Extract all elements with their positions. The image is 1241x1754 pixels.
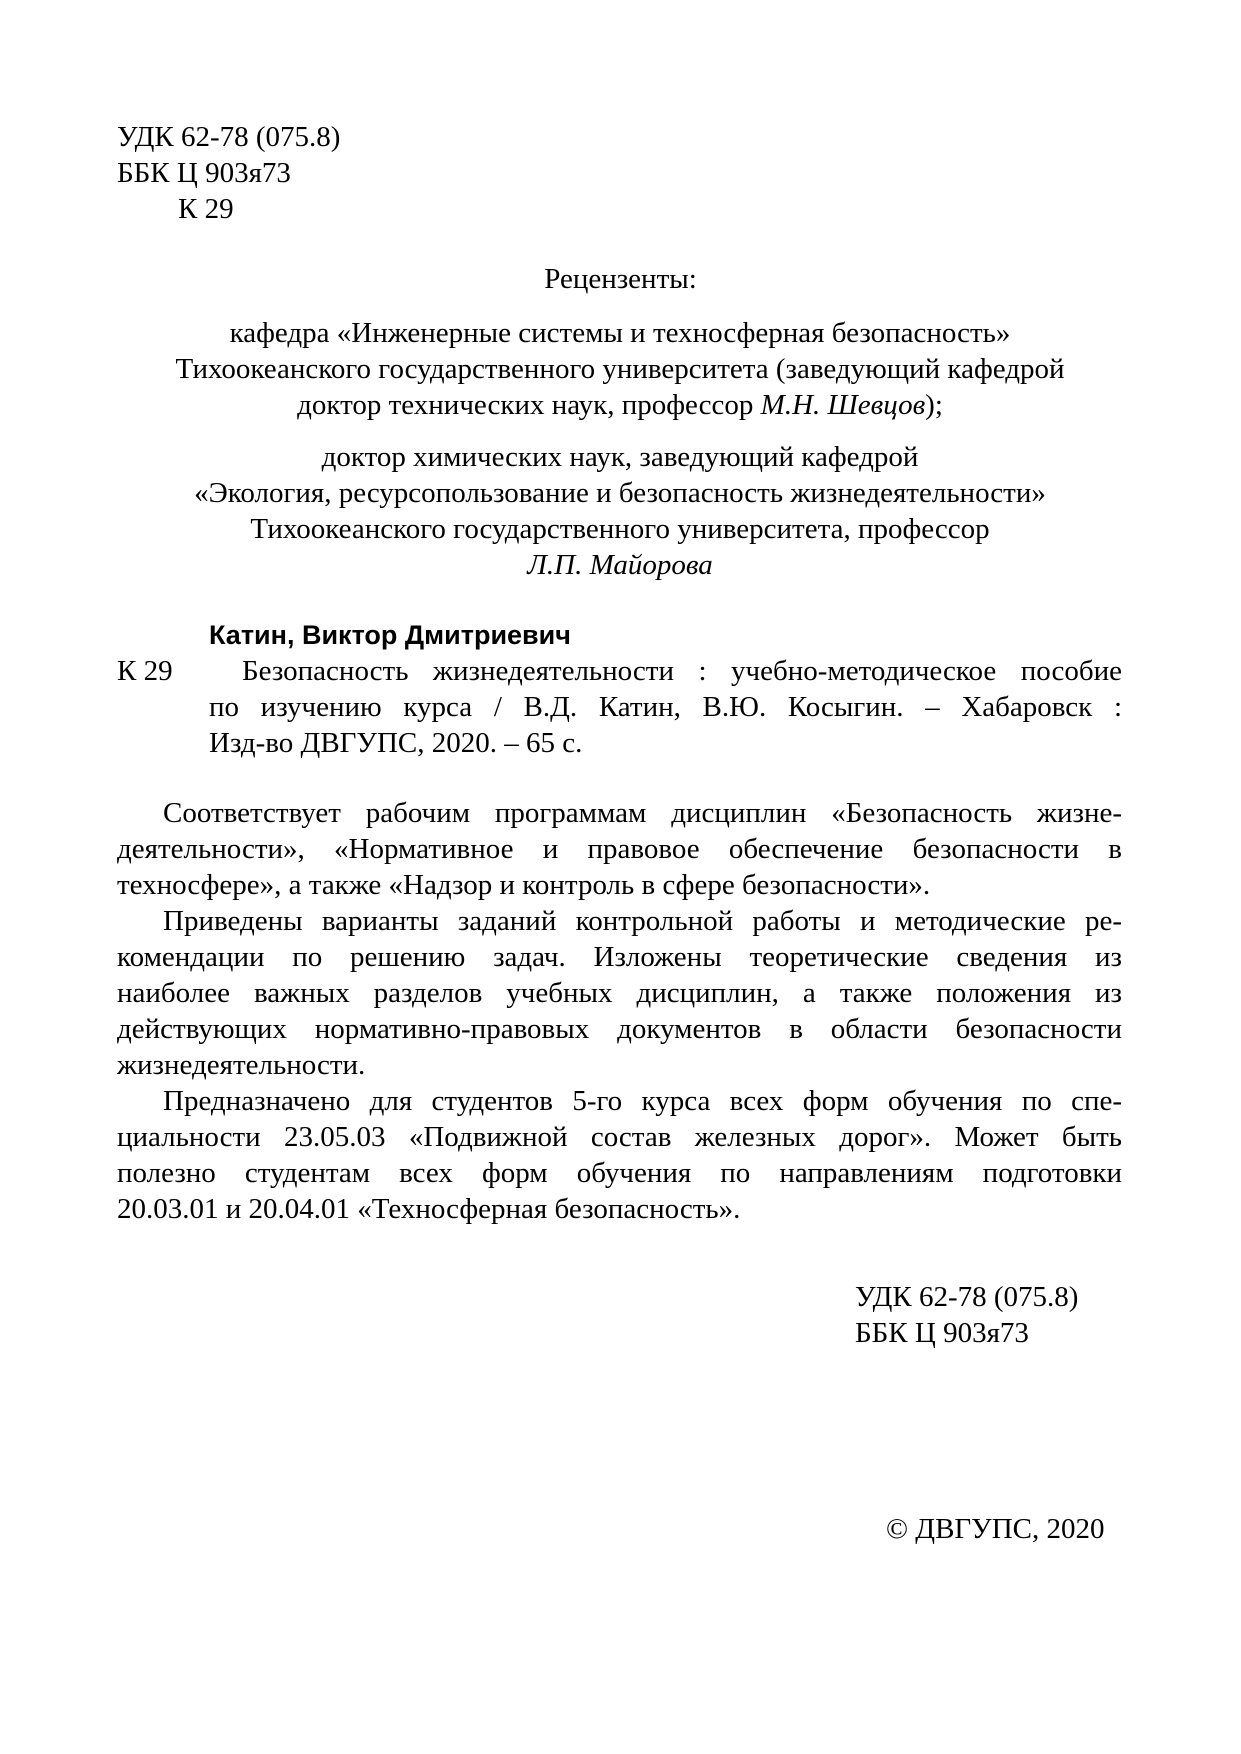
annotation-p3-line-4: 20.03.01 и 20.04.01 «Техносферная безопасность». [117,1193,741,1225]
annotation-p3-line-2: циальности 23.05.03 «Подвижной состав железных дорог». Может быть [117,1121,1122,1153]
book-author: Катин, Виктор Дмитриевич [209,620,571,650]
annotation-p3-line-3: полезно студентам всех форм обучения по направлениям подготовки [117,1157,1122,1189]
reviewer-1-name: М.Н. Шевцов [760,389,926,421]
reviewer-1-line-2: Тихоокеанского государственного университета (заведующий кафедрой [175,353,1065,385]
reviewer-1-degree: доктор технических наук, профессор [297,389,761,421]
bibliography-line-1: Безопасность жизнедеятельности : учебно-методическое пособие [242,655,1122,687]
reviewer-2-line-1: доктор химических наук, заведующий кафедрой [321,441,919,473]
annotation-p3-line-1: Предназначено для студентов 5-го курса всех форм обучения по спе- [163,1085,1122,1117]
annotation-p2-line-1: Приведены варианты заданий контрольной работы и методические ре- [163,905,1122,937]
annotation-p2-line-2: комендации по решению задач. Изложены теоретические сведения из [117,941,1122,973]
udk-code: УДК 62-78 (075.8) [117,121,341,153]
footer-bbk-code: ББК Ц 903я73 [855,1317,1029,1349]
reviewer-2-line-2: «Экология, ресурсопользование и безопасность жизнедеятельности» [194,477,1046,509]
bbk-code: ББК Ц 903я73 [117,157,291,189]
copyright: © ДВГУПС, 2020 [886,1513,1105,1545]
annotation-p1-line-1: Соответствует рабочим программам дисциплин «Безопасность жизне- [163,797,1122,829]
author-mark: К 29 [178,193,234,225]
reviewers-title: Рецензенты: [544,263,697,295]
annotation-p2-line-5: жизнедеятельности. [117,1049,366,1081]
annotation-p2-line-4: действующих нормативно-правовых документов в области безопасности [117,1013,1122,1045]
annotation-p1-line-3: техносфере», а также «Надзор и контроль в сфере безопасности». [117,869,931,901]
annotation-p1-line-2: деятельности», «Нормативное и правовое обеспечение безопасности в [117,833,1122,865]
bibliography-mark: К 29 [117,655,173,687]
reviewer-1-line-3 [117,388,1123,422]
reviewer-2-line-3: Тихоокеанского государственного университета, профессор [250,513,990,545]
bibliography-line-3: Изд-во ДВГУПС, 2020. – 65 с. [209,727,583,759]
reviewer-2-name: Л.П. Майорова [527,549,713,581]
footer-udk-code: УДК 62-78 (075.8) [855,1281,1079,1313]
bibliography-line-2: по изучению курса / В.Д. Катин, В.Ю. Косыгин. – Хабаровск : [209,691,1122,723]
annotation-p2-line-3: наиболее важных разделов учебных дисциплин, а также положения из [117,977,1122,1009]
reviewer-1-line-1: кафедра «Инженерные системы и техносферная безопасность» [229,317,1011,349]
reviewer-1-closing: ); [925,389,943,421]
